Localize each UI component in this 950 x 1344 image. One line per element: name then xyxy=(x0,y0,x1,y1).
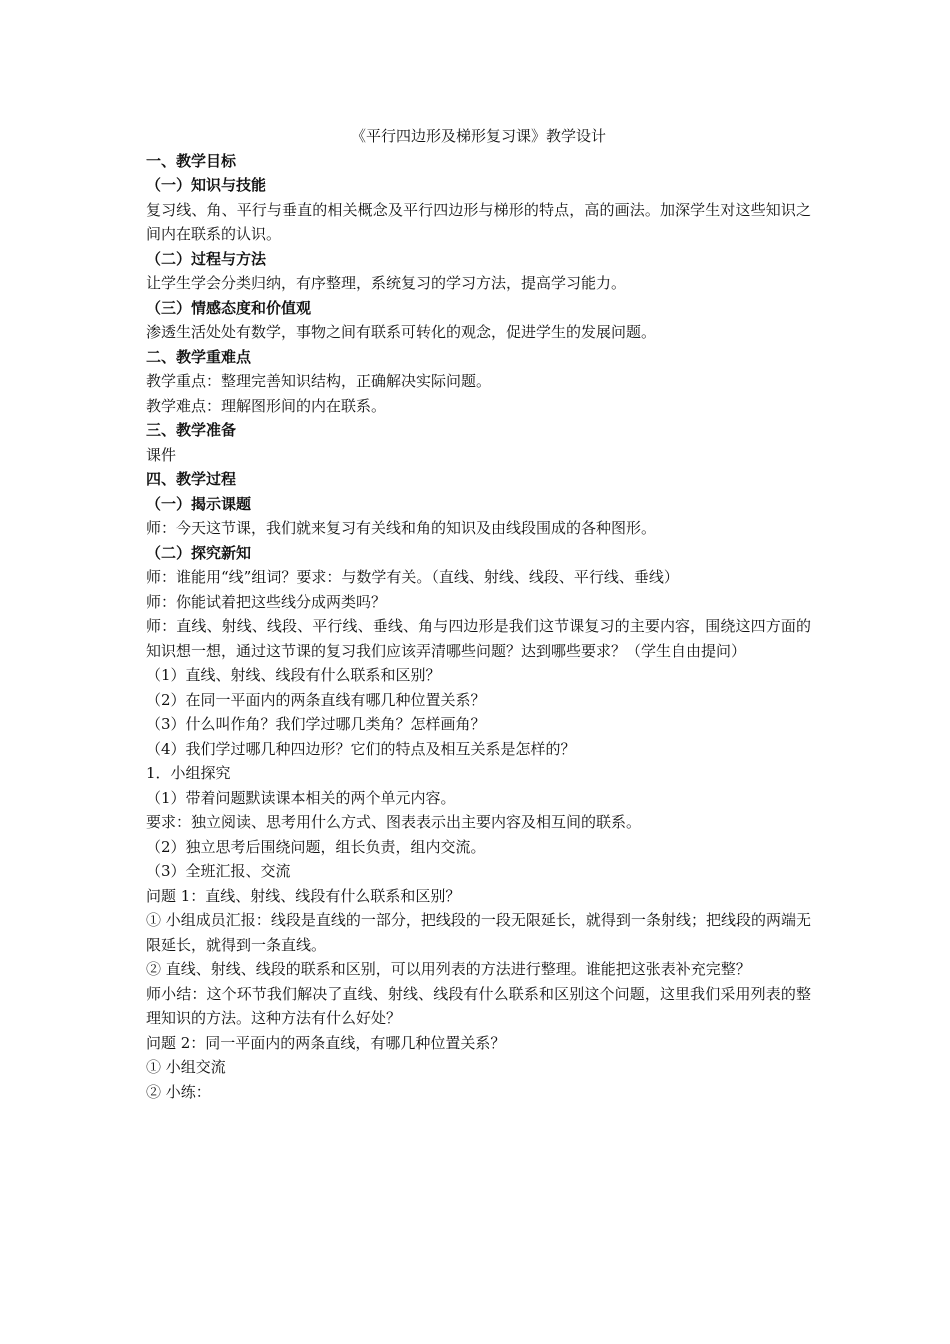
paragraph: ② 直线、射线、线段的联系和区别，可以用列表的方法进行整理。谁能把这张表补充完整？ xyxy=(146,960,751,978)
section-heading: 四、教学过程 xyxy=(146,470,237,488)
paragraph: 问题 2：同一平面内的两条直线，有哪几种位置关系？ xyxy=(146,1033,506,1052)
paragraph: 师：谁能用“线”组词？要求：与数学有关。（直线、射线、线段、平行线、垂线） xyxy=(146,568,679,586)
paragraph: 复习线、角、平行与垂直的相关概念及平行四边形与梯形的特点，高的画法。加深学生对这些知识之间内在联系的认识。 xyxy=(146,200,811,243)
paragraph: 渗透生活处处有数学，事物之间有联系可转化的观念，促进学生的发展问题。 xyxy=(146,323,657,341)
paragraph: 问题 1：直线、射线、线段有什么联系和区别？ xyxy=(146,886,461,905)
section-heading: 二、教学重难点 xyxy=(146,347,252,366)
paragraph: 要求：独立阅读、思考用什么方式、图表表示出主要内容及相互间的联系。 xyxy=(146,813,642,831)
section-heading: （一）知识与技能 xyxy=(146,176,267,194)
section-heading: 三、教学准备 xyxy=(146,421,237,439)
paragraph: 师：今天这节课，我们就来复习有关线和角的知识及由线段围成的各种图形。 xyxy=(146,519,657,537)
section-heading: 一、教学目标 xyxy=(146,151,237,170)
paragraph: 让学生学会分类归纳，有序整理，系统复习的学习方法，提高学习能力。 xyxy=(146,274,627,292)
paragraph: （1）直线、射线、线段有什么联系和区别？ xyxy=(146,666,441,684)
document-body xyxy=(146,149,811,1105)
section-heading: （一）揭示课题 xyxy=(146,494,252,513)
paragraph: 教学重点：整理完善知识结构，正确解决实际问题。 xyxy=(146,372,492,390)
paragraph: 课件 xyxy=(146,445,177,464)
paragraph: 师小结：这个环节我们解决了直线、射线、线段有什么联系和区别这个问题，这里我们采用列表的整理知识的方法。这种方法有什么好处？ xyxy=(146,984,811,1027)
paragraph: （2）独立思考后围绕问题，组长负责，组内交流。 xyxy=(146,837,486,856)
paragraph: 教学难点：理解图形间的内在联系。 xyxy=(146,396,387,415)
paragraph: （2）在同一平面内的两条直线有哪几种位置关系？ xyxy=(146,690,486,709)
paragraph: ② 小练： xyxy=(146,1082,211,1101)
paragraph: （3）全班汇报、交流 xyxy=(146,862,291,880)
section-heading: （二）探究新知 xyxy=(146,543,252,562)
paragraph: 1．小组探究 xyxy=(146,764,231,782)
paragraph: 师：直线、射线、线段、平行线、垂线、角与四边形是我们这节课复习的主要内容，围绕这四方面的知识想一想，通过这节课的复习我们应该弄清哪些问题？达到哪些要求？（学生自由提问） xyxy=(146,617,811,660)
paragraph: ① 小组交流 xyxy=(146,1058,226,1076)
document-title: 《平行四边形及梯形复习课》教学设计 xyxy=(350,127,606,145)
section-heading: （二）过程与方法 xyxy=(146,249,267,268)
paragraph: （4）我们学过哪几种四边形？它们的特点及相互关系是怎样的？ xyxy=(146,739,576,758)
paragraph: ① 小组成员汇报：线段是直线的一部分，把线段的一段无限延长，就得到一条射线；把线段的两端无限延长，就得到一条直线。 xyxy=(146,911,811,954)
paragraph: （1）带着问题默读课本相关的两个单元内容。 xyxy=(146,788,456,807)
section-heading: （三）情感态度和价值观 xyxy=(146,298,312,317)
document-page xyxy=(146,124,811,1104)
paragraph: 师：你能试着把这些线分成两类吗？ xyxy=(146,592,387,611)
paragraph: （3）什么叫作角？我们学过哪几类角？怎样画角？ xyxy=(146,715,486,733)
